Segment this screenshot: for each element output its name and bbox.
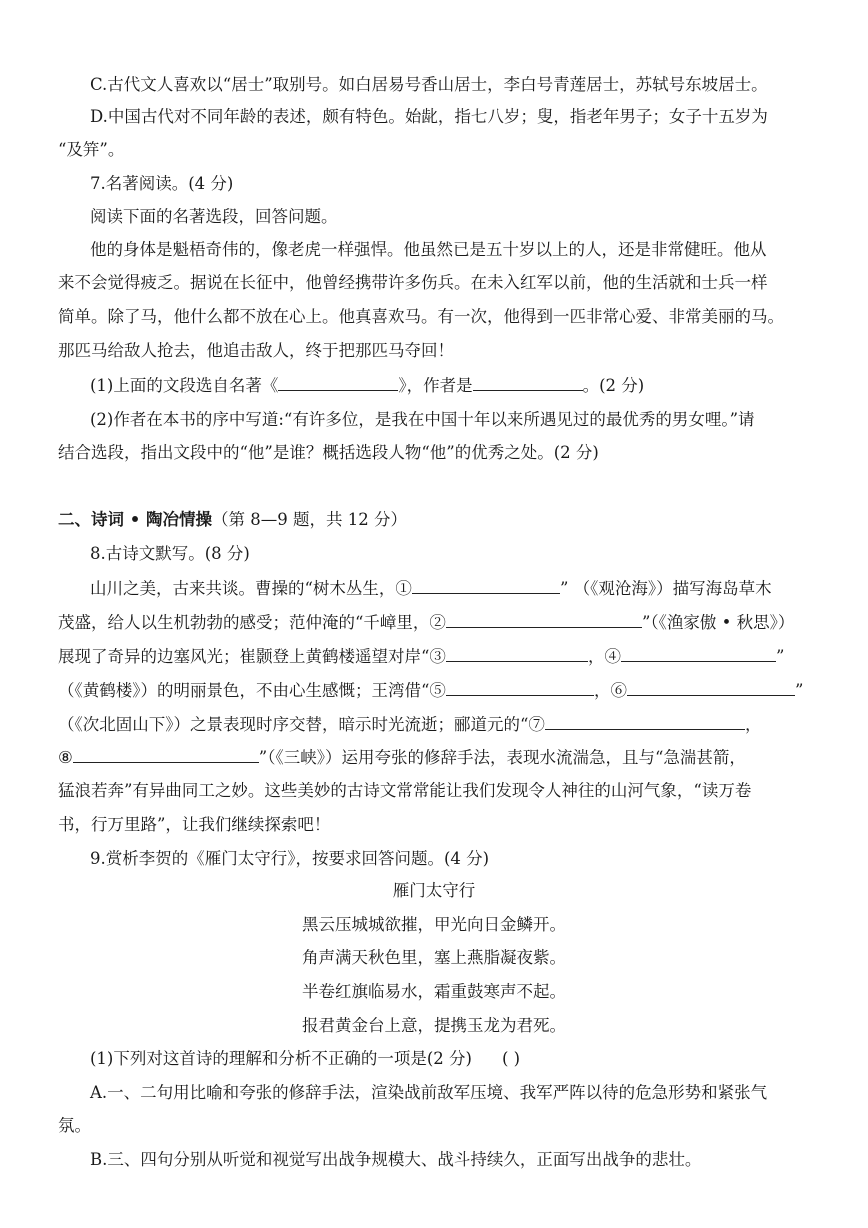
question-9-1: (1)下列对这首诗的理解和分析不正确的一项是(2 分) ( ) bbox=[90, 1049, 521, 1068]
question-7-2-line2: 结合选段，指出文段中的“他”是谁？概括选段人物“他”的优秀之处。(2 分) bbox=[58, 443, 599, 462]
q8-line1: 山川之美，古来共谈。曹操的“树木丛生，① ” （《观沧海》）描写海岛草木 bbox=[90, 575, 816, 602]
q8-line6: ⑧ ”（《三峡》）运用夸张的修辞手法，表现水流湍急，且与“急湍甚箭， bbox=[58, 744, 816, 771]
q8-line8: 书，行万里路”，让我们继续探索吧！ bbox=[58, 815, 331, 834]
blank-8[interactable] bbox=[73, 744, 259, 763]
q8-line3: 展现了奇异的边塞风光；崔颢登上黄鹤楼遥望对岸“③ ，④ ” bbox=[58, 643, 816, 670]
q8-line5: （《次北固山下》）之景表现时序交替，暗示时光流逝；郦道元的“⑦ ， bbox=[58, 711, 816, 738]
question-9-title: 9.赏析李贺的《雁门太守行》，按要求回答问题。(4 分) bbox=[90, 849, 490, 868]
q8-line7: 猛浪若奔”有异曲同工之妙。这些美妙的古诗文常常能让我们发现令人神往的山河气象，“读万卷 bbox=[58, 781, 752, 800]
section-2-note: （第 8—9 题，共 12 分） bbox=[212, 510, 408, 529]
question-7-2-line1: (2)作者在本书的序中写道:“有许多位，是我在中国十年以来所遇见过的最优秀的男女哩。”请 bbox=[90, 410, 755, 429]
blank-2[interactable] bbox=[446, 609, 642, 628]
poem-line3: 半卷红旗临易水，霜重鼓寒声不起。 bbox=[302, 982, 566, 1001]
section-2-title: 二、诗词 • 陶冶情操 bbox=[58, 510, 213, 529]
passage-line2: 来不会觉得疲乏。据说在长征中，他曾经携带许多伤兵。在未入红军以前，他的生活就和士兵一样 bbox=[58, 273, 768, 292]
author-blank[interactable] bbox=[473, 372, 583, 391]
passage-line1: 他的身体是魁梧奇伟的，像老虎一样强悍。他虽然已是五十岁以上的人，还是非常健旺。他从 bbox=[90, 240, 767, 259]
option-c: C.古代文人喜欢以“居士”取别号。如白居易号香山居士，李白号青莲居士，苏轼号东坡居士。 bbox=[90, 75, 768, 94]
section-2-heading bbox=[58, 507, 816, 533]
blank-7[interactable] bbox=[545, 711, 745, 730]
question-8-title: 8.古诗文默写。(8 分) bbox=[90, 544, 250, 563]
book-title-blank[interactable] bbox=[278, 372, 398, 391]
q8-line2: 茂盛，给人以生机勃勃的感受；范仲淹的“千嶂里，② ”（《渔家傲 • 秋思》） bbox=[58, 609, 816, 636]
passage-line4: 那匹马给敌人抢去，他追击敌人，终于把那匹马夺回！ bbox=[58, 341, 454, 360]
question-7-1: (1)上面的文段选自名著《 》，作者是 。(2 分) bbox=[90, 372, 816, 399]
question-7-intro: 阅读下面的名著选段，回答问题。 bbox=[90, 207, 338, 226]
q8-line4: （《黄鹤楼》）的明丽景色，不由心生感慨；王湾借“⑤ ，⑥ ” bbox=[58, 677, 816, 704]
blank-3[interactable] bbox=[446, 643, 588, 662]
poem-line1: 黑云压城城欲摧，甲光向日金鳞开。 bbox=[302, 915, 566, 934]
option-d-line1: D.中国古代对不同年龄的表述，颇有特色。始龀，指七八岁；叟，指老年男子；女子十五岁为 bbox=[90, 107, 768, 126]
passage-line3: 简单。除了马，他什么都不放在心上。他真喜欢马。有一次，他得到一匹非常心爱、非常美丽的马。 bbox=[58, 307, 784, 326]
blank-1[interactable] bbox=[412, 575, 560, 594]
blank-4[interactable] bbox=[621, 643, 776, 662]
option-b: B.三、四句分别从听觉和视觉写出战争规模大、战斗持续久，正面写出战争的悲壮。 bbox=[90, 1150, 702, 1169]
blank-6[interactable] bbox=[627, 677, 795, 696]
poem-title: 雁门太守行 bbox=[392, 881, 476, 900]
answer-parentheses[interactable]: ( ) bbox=[502, 1049, 521, 1068]
option-d-line2: “及笄”。 bbox=[58, 140, 125, 159]
option-a-line1: A.一、二句用比喻和夸张的修辞手法，渲染战前敌军压境、我军严阵以待的危急形势和紧张气 bbox=[90, 1083, 768, 1102]
poem-line4: 报君黄金台上意，提携玉龙为君死。 bbox=[302, 1016, 566, 1035]
question-7-title: 7.名著阅读。(4 分) bbox=[90, 174, 234, 193]
poem-line2: 角声满天秋色里，塞上燕脂凝夜紫。 bbox=[302, 948, 566, 967]
option-a-line2: 氛。 bbox=[58, 1116, 91, 1135]
blank-5[interactable] bbox=[446, 677, 594, 696]
